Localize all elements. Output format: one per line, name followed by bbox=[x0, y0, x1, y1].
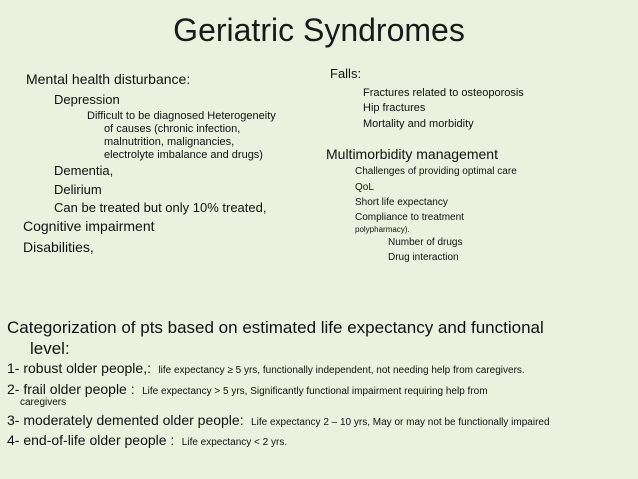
category-3-lead: 3- moderately demented older people: bbox=[7, 412, 244, 428]
category-4 bbox=[7, 432, 287, 450]
category-2-detail: Life expectancy > 5 yrs, Significantly functional impairment requiring help from bbox=[142, 386, 488, 397]
depression-note-line-4: electrolyte imbalance and drugs) bbox=[104, 149, 263, 161]
multimorbidity-item-3: Short life expectancy bbox=[355, 197, 448, 208]
category-4-lead: 4- end-of-life older people : bbox=[7, 432, 175, 448]
polypharmacy-item-1: Number of drugs bbox=[388, 237, 463, 248]
falls-item-3: Mortality and morbidity bbox=[363, 118, 474, 130]
category-2-lead: 2- frail older people : bbox=[7, 381, 135, 397]
depression-note-line-2: of causes (chronic infection, bbox=[104, 123, 241, 135]
multimorbidity-item-2: QoL bbox=[355, 182, 374, 193]
falls-item-1: Fractures related to osteoporosis bbox=[363, 87, 524, 99]
category-3 bbox=[7, 412, 550, 430]
category-1-detail: life expectancy ≥ 5 yrs, functionally independent, not needing help from caregivers. bbox=[158, 365, 525, 376]
page-title: Geriatric Syndromes bbox=[173, 12, 465, 48]
depression-note-line-1: Difficult to be diagnosed Heterogeneity bbox=[87, 110, 276, 122]
categorization-heading-line-2: level: bbox=[30, 339, 70, 358]
category-2 bbox=[7, 381, 488, 399]
cognitive-impairment-item: Cognitive impairment bbox=[23, 218, 155, 234]
treated-item: Can be treated but only 10% treated, bbox=[54, 200, 267, 215]
category-1-lead: 1- robust older people,: bbox=[7, 360, 151, 376]
falls-item-2: Hip fractures bbox=[363, 102, 426, 114]
delirium-item: Delirium bbox=[54, 182, 102, 197]
categorization-heading-line-1: Categorization of pts based on estimated life expectancy and functional bbox=[7, 318, 544, 337]
falls-heading: Falls: bbox=[330, 66, 362, 81]
disabilities-item: Disabilities, bbox=[23, 239, 94, 255]
category-1 bbox=[7, 360, 525, 378]
category-2-detail-continued: caregivers bbox=[20, 397, 67, 408]
polypharmacy-label: polypharmacy). bbox=[355, 225, 410, 234]
mental-health-heading: Mental health disturbance: bbox=[26, 71, 191, 87]
multimorbidity-item-1: Challenges of providing optimal care bbox=[355, 166, 517, 177]
multimorbidity-heading: Multimorbidity management bbox=[326, 146, 498, 162]
category-4-detail: Life expectancy < 2 yrs. bbox=[181, 437, 288, 448]
dementia-item: Dementia, bbox=[54, 163, 114, 178]
depression-item: Depression bbox=[54, 92, 120, 107]
depression-note-line-3: malnutrition, malignancies, bbox=[104, 136, 235, 148]
polypharmacy-item-2: Drug interaction bbox=[388, 252, 459, 263]
category-3-detail: Life expectancy 2 – 10 yrs, May or may not be functionally impaired bbox=[251, 417, 550, 428]
multimorbidity-item-4: Compliance to treatment bbox=[355, 212, 464, 223]
